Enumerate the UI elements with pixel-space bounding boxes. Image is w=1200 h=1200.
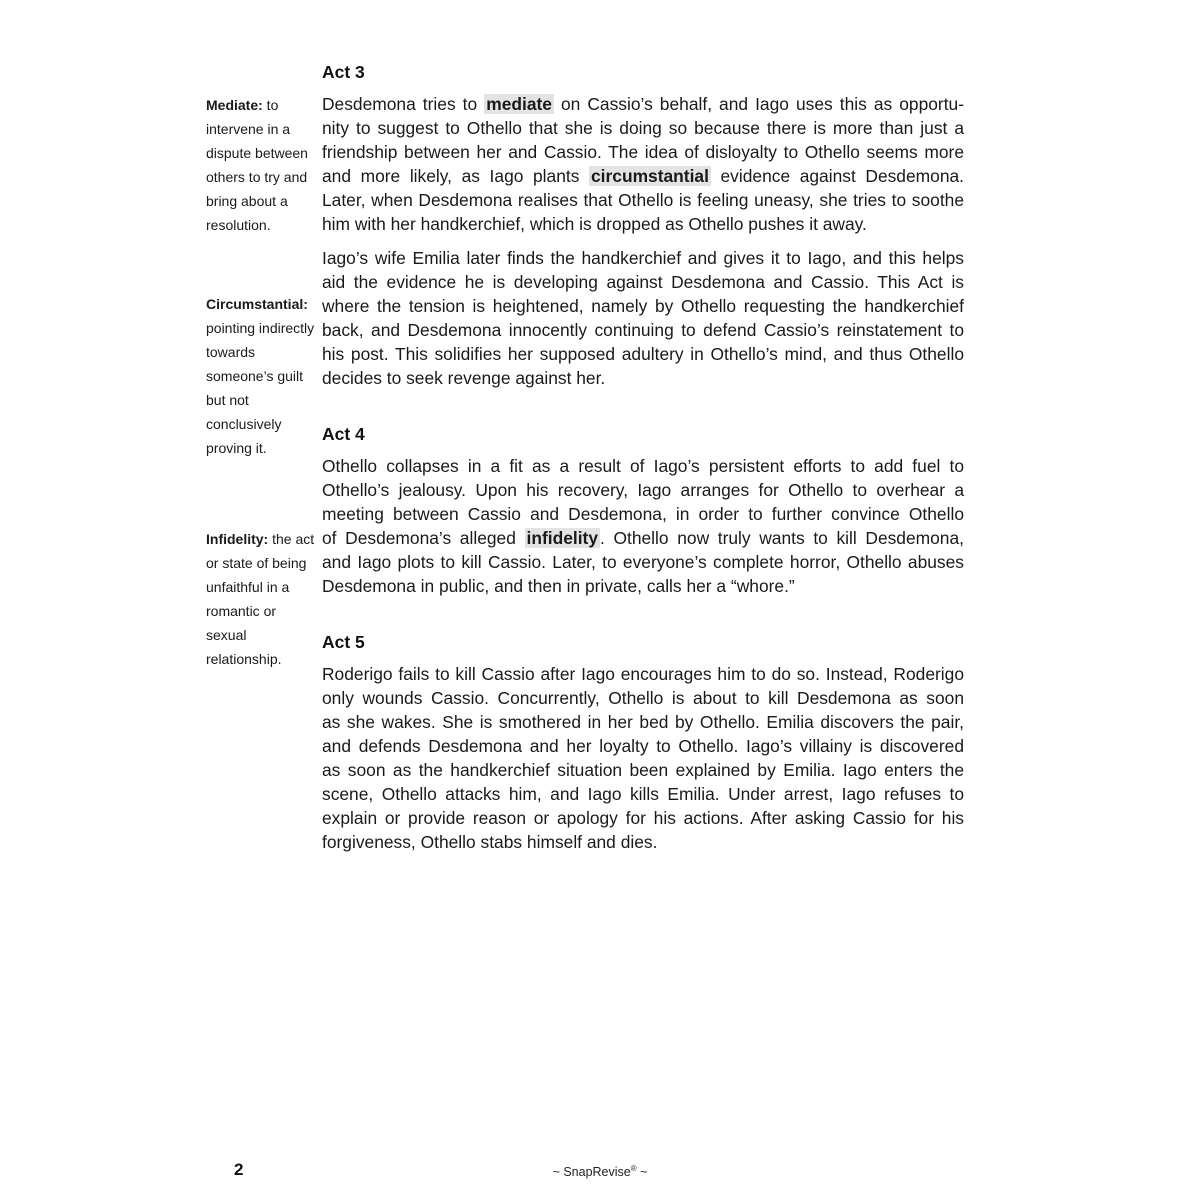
highlight-term-circumstantial: circumstantial [591, 166, 709, 186]
text-line: meeting between Cassio and Desdemona, in order to further convince Othello [322, 504, 964, 524]
glossary-term: Mediate: [206, 97, 263, 113]
text-line: scene, Othello attacks him, and Iago kills Emilia. Under arrest, Iago refuses to [322, 784, 964, 804]
act3-heading: Act 3 [322, 62, 365, 82]
text-line: back, and Desdemona innocently continuing to defend Cassio’s reinstatement to [322, 320, 964, 340]
text-run: evidence against Desdemona. [710, 166, 964, 186]
text-line: forgiveness, Othello stabs himself and dies. [322, 832, 658, 852]
text-run: and more likely, as Iago plants [322, 166, 589, 186]
text-line: Later, when Desdemona realises that Othello is feeling uneasy, she tries to soothe [322, 190, 964, 210]
text-run: . Othello now truly wants to kill Desdemona, [600, 528, 964, 548]
glossary-definition: pointing indirectly towards someone’s guilt but not conclusively proving it. [206, 320, 315, 456]
text-line: nity to suggest to Othello that she is doing so because there is more than just a [322, 118, 964, 138]
text-line: Othello’s jealousy. Upon his recovery, Iago arranges for Othello to overhear a [322, 480, 964, 500]
text-run: of Desdemona’s alleged [322, 528, 525, 548]
footer-brand [0, 1164, 1200, 1179]
text-run: Desdemona tries to [322, 94, 485, 114]
highlight-term-infidelity: infidelity [526, 528, 599, 548]
text-line [322, 526, 964, 550]
text-line [322, 164, 964, 188]
glossary-mediate [206, 93, 316, 237]
text-line: only wounds Cassio. Concurrently, Othello is about to kill Desdemona as soon [322, 688, 964, 708]
glossary-definition: to intervene in a dispute between others to try and bring about a resolution. [206, 97, 308, 233]
act4-paragraph-1 [322, 454, 964, 598]
act3-paragraph-2 [322, 246, 964, 390]
text-line: as she wakes. She is smothered in her bed by Othello. Emilia discovers the pair, [322, 712, 964, 732]
act5-paragraph-1 [322, 662, 964, 854]
text-line: Othello collapses in a fit as a result of Iago’s persistent efforts to add fuel to [322, 456, 964, 476]
glossary-term: Infidelity: [206, 531, 269, 547]
brand-tilde: ~ [636, 1165, 648, 1180]
glossary-term: Circumstantial: [206, 296, 308, 312]
text-line: and defends Desdemona and her loyalty to Othello. Iago’s villainy is discovered [322, 736, 964, 756]
glossary-definition: the act or state of being unfaithful in a romantic or sexual relationship. [206, 531, 315, 667]
highlight-term-mediate: mediate [486, 94, 552, 114]
text-line: Desdemona in public, and then in private, calls her a “whore.” [322, 576, 795, 596]
registered-mark: ® [630, 1164, 637, 1173]
act3-paragraph-1 [322, 92, 964, 236]
text-line: friendship between her and Cassio. The idea of disloyalty to Othello seems more [322, 142, 964, 162]
text-line: him with her handkerchief, which is dropped as Othello pushes it away. [322, 214, 867, 234]
act5-heading: Act 5 [322, 632, 365, 652]
text-line: Iago’s wife Emilia later finds the handkerchief and gives it to Iago, and this helps [322, 248, 964, 268]
text-run: on Cassio’s behalf, and Iago uses this as opportu- [553, 94, 965, 114]
text-line: where the tension is heightened, namely by Othello requesting the handkerchief [322, 296, 964, 316]
text-line: decides to seek revenge against her. [322, 368, 606, 388]
page-number: 2 [234, 1160, 244, 1179]
text-line: Roderigo fails to kill Cassio after Iago encourages him to do so. Instead, Roderigo [322, 664, 964, 684]
text-line: explain or provide reason or apology for his actions. After asking Cassio for his [322, 808, 964, 828]
text-line [322, 92, 964, 116]
text-line: his post. This solidifies her supposed adultery in Othello’s mind, and thus Othello [322, 344, 964, 364]
text-line: and Iago plots to kill Cassio. Later, to everyone’s complete horror, Othello abuses [322, 552, 964, 572]
text-line: aid the evidence he is developing against Desdemona and Cassio. This Act is [322, 272, 964, 292]
brand-name: ~ SnapRevise [552, 1165, 631, 1180]
text-line: as soon as the handkerchief situation been explained by Emilia. Iago enters the [322, 760, 964, 780]
act4-heading: Act 4 [322, 424, 365, 444]
glossary-infidelity [206, 527, 316, 671]
glossary-circumstantial [206, 292, 324, 460]
